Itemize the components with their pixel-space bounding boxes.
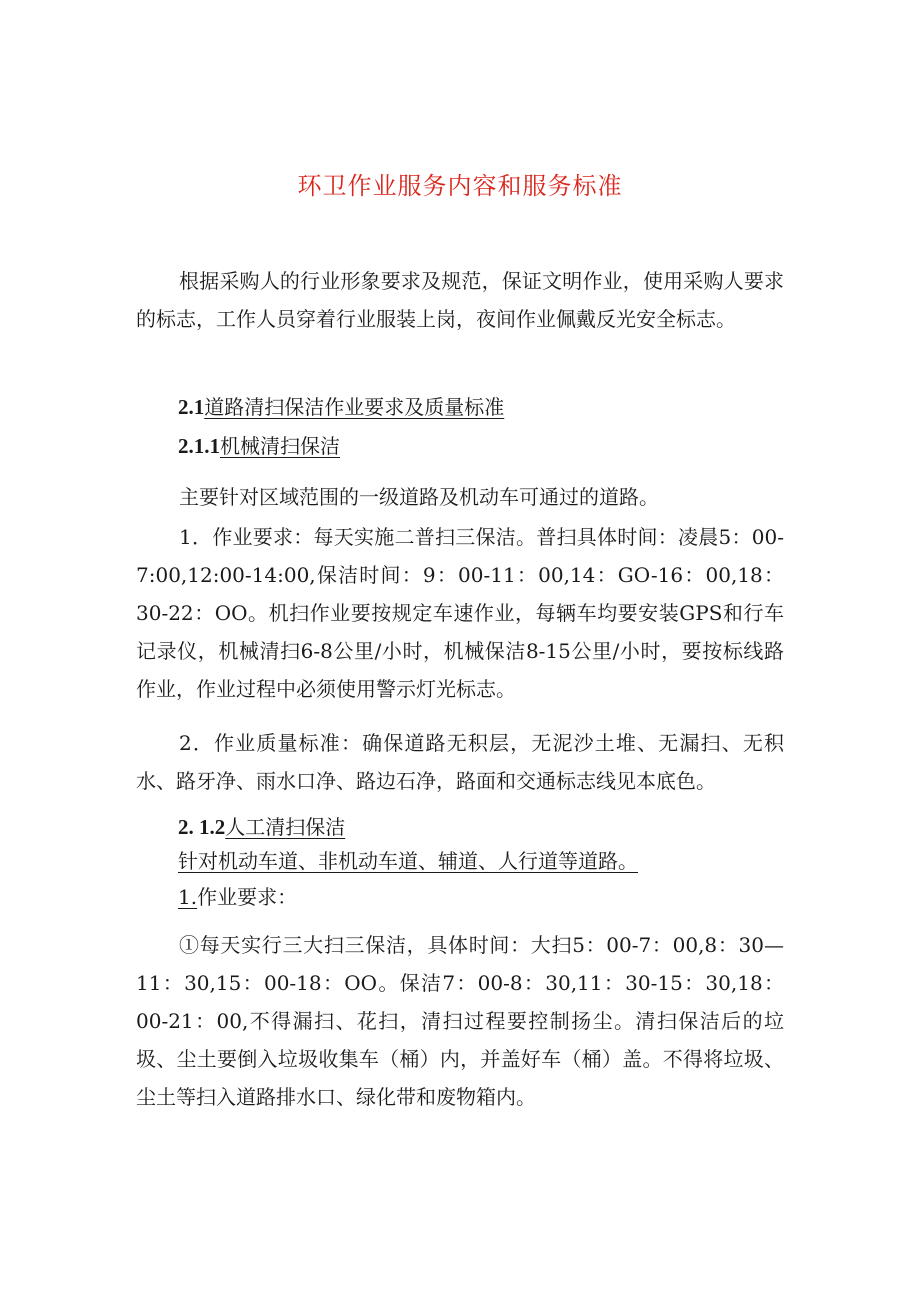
manual-scope-line xyxy=(178,842,784,880)
intro-paragraph: 根据采购人的行业形象要求及规范，保证文明作业，使用采购人要求的标志，工作人员穿着行业服装上岗，夜间作业佩戴反光安全标志。 xyxy=(136,269,784,331)
document-title: 环卫作业服务内容和服务标准 xyxy=(297,172,623,200)
section-2-1-1-heading xyxy=(178,427,784,465)
manual-scope-text: 针对机动车道、非机动车道、辅道、人行道等道路。 xyxy=(178,849,638,873)
section-title: 机械清扫保洁 xyxy=(220,434,340,458)
section-number: 2.1.1 xyxy=(178,434,220,458)
requirement-label: 作业要求： xyxy=(197,885,298,909)
manual-requirement-label xyxy=(178,878,784,916)
machine-scope-paragraph: 主要针对区域范围的一级道路及机动车可通过的道路。 xyxy=(179,485,659,509)
section-2-1-heading xyxy=(178,388,784,426)
section-number: 2.1 xyxy=(178,395,205,419)
section-title: 道路清扫保洁作业要求及质量标准 xyxy=(204,395,505,419)
manual-requirement-paragraph: ①每天实行三大扫三保洁，具体时间：大扫5：00-7：00,8：30—11：30,15：00-18：OO。保洁7：00-8：30,11：30-15：30,18：00-21：00,不得漏扫、花扫，清扫过程要控制扬尘。清扫保洁后的垃圾、尘土要倒入垃圾收集车（桶）内，并盖好车（桶）盖。不得将垃圾、尘土等扫入道路排水口、绿化带和废物箱内。 xyxy=(136,933,784,1109)
requirement-number: 1. xyxy=(178,885,198,909)
section-number: 2. 1.2 xyxy=(178,815,226,839)
section-title: 人工清扫保洁 xyxy=(225,815,346,839)
machine-requirement-paragraph: 1．作业要求：每天实施二普扫三保洁。普扫具体时间：凌晨5：00-7:00,12:00-14:00,保洁时间：9：00-11：00,14：GO-16：00,18：30-22：OO。机扫作业要按规定车速作业，每辆车均要安装GPS和行车记录仪，机械清扫6-8公里/小时，机械保洁8-15公里/小时，要按标线路作业，作业过程中必须使用警示灯光标志。 xyxy=(136,525,784,701)
machine-quality-paragraph: 2．作业质量标准：确保道路无积层，无泥沙土堆、无漏扫、无积水、路牙净、雨水口净、路边石净，路面和交通标志线见本底色。 xyxy=(136,731,784,793)
section-2-1-2-heading xyxy=(178,808,784,846)
